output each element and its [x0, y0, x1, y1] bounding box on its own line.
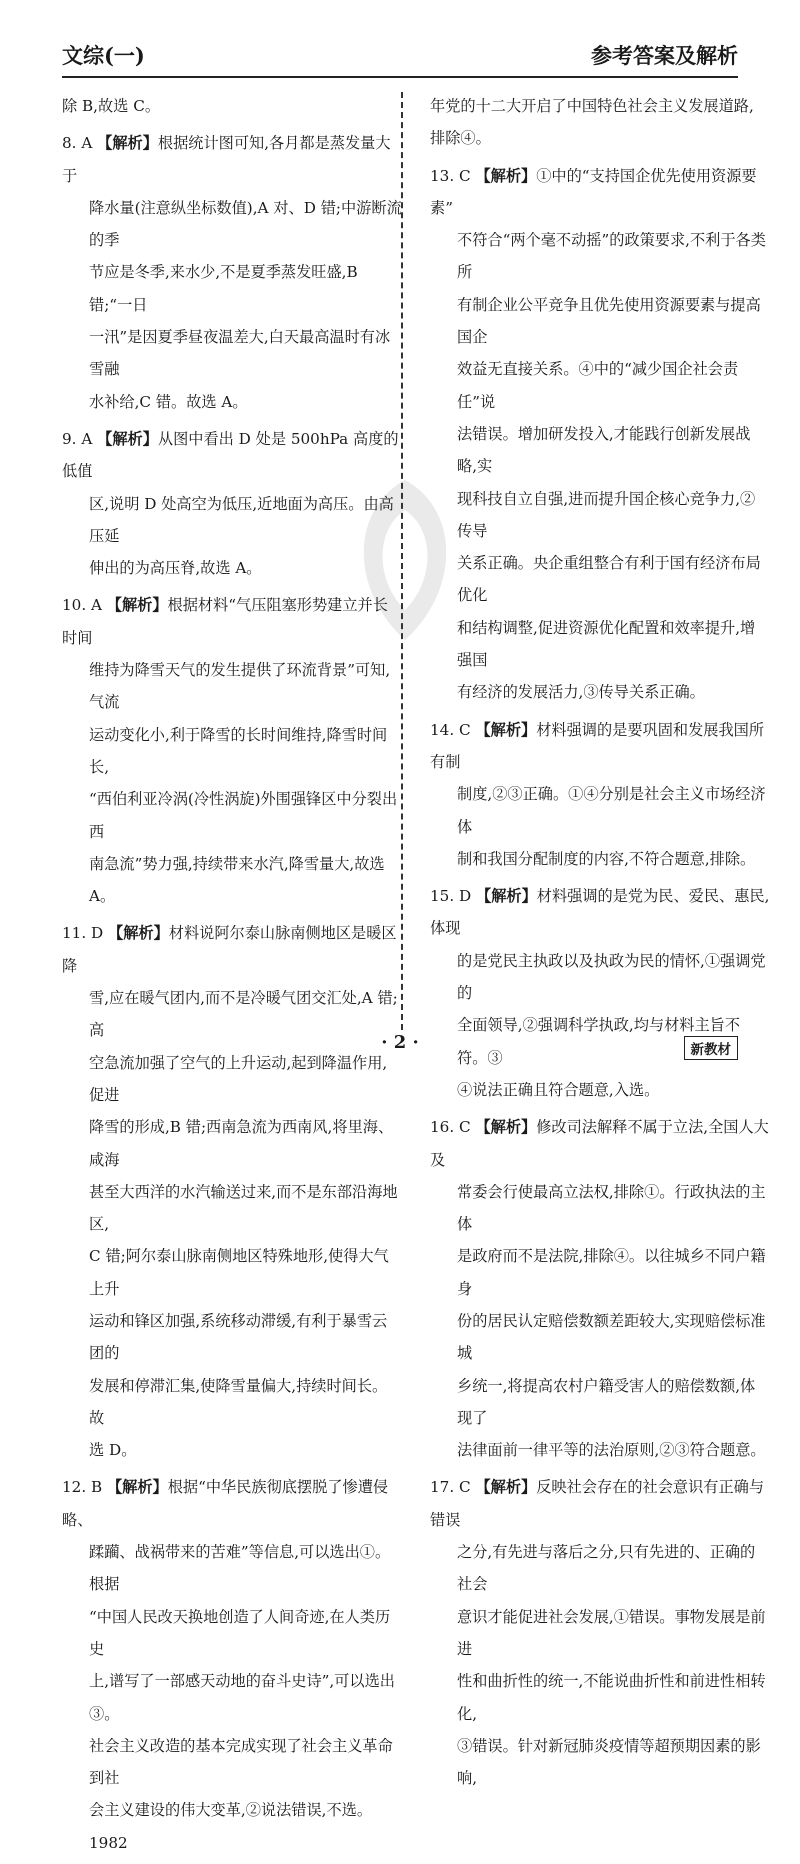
answer-text: 的是党民主执政以及执政为民的情怀,①强调党的 — [457, 951, 766, 1003]
answer-text: 伸出的为高压脊,故选 A。 — [89, 559, 262, 578]
question-number: 9. A — [62, 429, 93, 448]
answer-line — [430, 714, 770, 779]
answer-line — [62, 1434, 402, 1466]
answer-text: 上,谱写了一部感天动地的奋斗史诗”,可以选出③。 — [89, 1672, 395, 1723]
answer-text: 材料强调的是要巩固和发展我国所有制 — [430, 720, 764, 771]
analysis-tag: 【解析】 — [476, 887, 537, 906]
answer-line — [62, 783, 402, 848]
answer-text: 关系正确。央企重组整合有利于国有经济布局优化 — [457, 554, 761, 605]
answer-item-q9 — [62, 423, 402, 584]
answer-item-q12 — [62, 1471, 402, 1859]
answer-text: 运动和锋区加强,系统移动滞缓,有利于暴雪云团的 — [89, 1311, 388, 1363]
answer-line — [62, 386, 402, 418]
answer-line — [430, 418, 770, 483]
answer-text: 会主义建设的伟大变革,②说法错误,不选。1982 — [89, 1801, 373, 1852]
answer-text: 社会主义改造的基本完成实现了社会主义革命到社 — [89, 1736, 393, 1788]
answer-text: 运动变化小,利于降雪的长时间维持,降雪时间长, — [89, 725, 388, 776]
answer-line — [430, 1730, 770, 1795]
answer-column-right — [430, 90, 770, 1799]
answer-text: 发展和停滞汇集,使降雪量偏大,持续时间长。故 — [89, 1376, 388, 1427]
answer-line — [62, 256, 402, 321]
answer-line — [430, 1665, 770, 1730]
answer-line — [62, 321, 402, 386]
question-number: 8. A — [62, 134, 93, 153]
answer-line — [430, 1601, 770, 1666]
answer-item-cont12 — [430, 90, 770, 155]
analysis-tag: 【解析】 — [475, 1478, 537, 1497]
answer-text: 排除④。 — [430, 129, 491, 148]
answer-text: 之分,有先进与落后之分,只有先进的、正确的社会 — [457, 1543, 756, 1594]
answer-text: “中国人民改天换地创造了人间奇迹,在人类历史 — [89, 1607, 391, 1658]
answer-line — [430, 1536, 770, 1601]
answer-item-q13 — [430, 160, 770, 709]
answer-text: 甚至大西洋的水汽输送过来,而不是东部沿海地区, — [89, 1182, 398, 1234]
answer-text: 份的居民认定赔偿数额差距较大,实现赔偿标准城 — [457, 1311, 766, 1363]
answer-line — [62, 1305, 402, 1370]
answer-text: 修改司法解释不属于立法,全国人大及 — [430, 1118, 769, 1169]
answer-line — [430, 1434, 770, 1466]
answer-text: 从图中看出 D 处是 500hPa 高度的低值 — [62, 429, 399, 481]
answer-text: 制和我国分配制度的内容,不符合题意,排除。 — [457, 849, 756, 868]
analysis-tag: 【解析】 — [97, 134, 158, 153]
page-header — [62, 40, 738, 78]
answer-text: 材料说阿尔泰山脉南侧地区是暖区降 — [62, 924, 397, 975]
analysis-tag: 【解析】 — [108, 924, 169, 943]
answer-text: “西伯利亚冷涡(冷性涡旋)外围强锋区中分裂出西 — [89, 790, 398, 841]
answer-line — [62, 192, 402, 257]
answer-line — [62, 1665, 402, 1730]
answer-text: 年党的十二大开启了中国特色社会主义发展道路, — [430, 97, 754, 115]
answer-item-q17 — [430, 1471, 770, 1794]
answer-text: 和结构调整,促进资源优化配置和效率提升,增强国 — [457, 618, 756, 670]
answer-text: 维持为降雪天气的发生提供了环流背景”可知,气流 — [89, 661, 391, 712]
answer-line — [62, 1601, 402, 1666]
answer-text: 不符合“两个毫不动摇”的政策要求,不利于各类所 — [457, 231, 766, 282]
answer-line — [62, 1794, 402, 1859]
answer-line — [62, 488, 402, 553]
answer-line — [430, 676, 770, 708]
analysis-tag: 【解析】 — [97, 429, 158, 448]
answer-line — [430, 1305, 770, 1370]
answer-line — [62, 127, 402, 192]
answer-text: 有经济的发展活力,③传导关系正确。 — [457, 683, 705, 702]
analysis-tag: 【解析】 — [106, 596, 168, 615]
answer-line — [62, 1111, 402, 1176]
answer-text: 一汛”是因夏季昼夜温差大,白天最高温时有冰雪融 — [89, 328, 391, 379]
answer-line — [62, 1370, 402, 1435]
answer-line — [430, 353, 770, 418]
answer-line — [430, 778, 770, 843]
answer-item-q15 — [430, 880, 770, 1106]
answer-text: 节应是冬季,来水少,不是夏季蒸发旺盛,B 错;“一日 — [89, 263, 358, 314]
answer-item-q11 — [62, 917, 402, 1466]
answer-item-q10 — [62, 589, 402, 912]
answer-text: 性和曲折性的统一,不能说曲折性和前进性相转化, — [457, 1672, 766, 1723]
analysis-tag: 【解析】 — [475, 720, 537, 739]
answer-text: 区,说明 D 处高空为低压,近地面为高压。由高压延 — [89, 494, 394, 545]
answer-line — [430, 1111, 770, 1176]
answer-item-q14 — [430, 714, 770, 875]
question-number: 16. C — [430, 1118, 471, 1137]
answer-text: ①中的“支持国企优先使用资源要素” — [430, 166, 757, 217]
question-number: 12. B — [62, 1478, 103, 1497]
question-number: 11. D — [62, 924, 104, 943]
answer-text: 根据统计图可知,各月都是蒸发量大于 — [62, 134, 391, 185]
answer-text: 水补给,C 错。故选 A。 — [89, 392, 248, 411]
answer-line — [430, 160, 770, 225]
analysis-tag: 【解析】 — [475, 166, 537, 185]
answer-item-cont — [62, 90, 402, 122]
answer-line — [430, 843, 770, 875]
page-number: · 2 · — [381, 1032, 419, 1053]
answer-text: ④说法正确且符合题意,入选。 — [457, 1080, 660, 1099]
answer-text: 是政府而不是法院,排除④。以往城乡不同户籍身 — [457, 1247, 766, 1298]
header-title: 参考答案及解析 — [591, 43, 738, 68]
answer-text: 选 D。 — [89, 1441, 137, 1460]
question-number: 15. D — [430, 887, 472, 906]
answer-text: ③错误。针对新冠肺炎疫情等超预期因素的影响, — [457, 1736, 761, 1788]
analysis-tag: 【解析】 — [106, 1478, 168, 1497]
column-divider — [401, 92, 403, 1030]
answer-line — [430, 945, 770, 1010]
analysis-tag: 【解析】 — [475, 1118, 537, 1137]
answer-line — [430, 289, 770, 354]
answer-line — [62, 848, 402, 913]
answer-text: 意识才能促进社会发展,①错误。事物发展是前进 — [457, 1607, 766, 1658]
answer-line — [62, 1176, 402, 1241]
answer-line — [430, 547, 770, 612]
answer-line — [430, 224, 770, 289]
answer-text: 反映社会存在的社会意识有正确与错误 — [430, 1478, 764, 1529]
answer-line — [430, 1370, 770, 1435]
answer-line — [62, 917, 402, 982]
answer-text: 根据材料“气压阻塞形势建立并长时间 — [62, 596, 388, 647]
answer-line — [62, 1536, 402, 1601]
answer-line — [430, 483, 770, 548]
answer-text: 根据“中华民族彻底摆脱了惨遭侵略、 — [62, 1478, 389, 1529]
answer-line — [62, 1240, 402, 1305]
answer-text: 除 B,故选 C。 — [62, 97, 161, 115]
question-number: 17. C — [430, 1478, 471, 1497]
answer-item-q8 — [62, 127, 402, 418]
answer-line — [430, 90, 770, 122]
answer-text: 材料强调的是党为民、爱民、惠民,体现 — [430, 887, 770, 938]
question-number: 10. A — [62, 596, 102, 615]
answer-text: 南急流”势力强,持续带来水汽,降雪量大,故选 A。 — [89, 854, 385, 906]
answer-line — [62, 1471, 402, 1536]
answer-text: C 错;阿尔泰山脉南侧地区特殊地形,使得大气上升 — [89, 1247, 389, 1298]
answer-line — [62, 1730, 402, 1795]
answer-text: 法错误。增加研发投入,才能践行创新发展战略,实 — [457, 424, 751, 476]
answer-column-left — [62, 90, 402, 1864]
answer-line — [430, 1471, 770, 1536]
answer-line — [430, 1074, 770, 1106]
answer-text: 雪,应在暖气团内,而不是冷暖气团交汇处,A 错;高 — [89, 989, 398, 1040]
answer-text: 空急流加强了空气的上升运动,起到降温作用,促进 — [89, 1053, 388, 1104]
answer-text: 全面领导,②强调科学执政,均与材料主旨不符。③ — [457, 1016, 741, 1067]
header-subject: 文综(一) — [62, 43, 145, 68]
answer-text: 法律面前一律平等的法治原则,②③符合题意。 — [457, 1441, 766, 1460]
answer-line — [430, 1240, 770, 1305]
answer-text: 效益无直接关系。④中的“减少国企社会责任”说 — [457, 360, 739, 411]
answer-line — [430, 122, 770, 154]
answer-text: 制度,②③正确。①④分别是社会主义市场经济体 — [457, 785, 766, 836]
answer-line — [62, 654, 402, 719]
answer-line — [62, 423, 402, 488]
question-number: 14. C — [430, 720, 471, 739]
answer-line — [62, 719, 402, 784]
answer-text: 降雪的形成,B 错;西南急流为西南风,将里海、咸海 — [89, 1118, 394, 1169]
edition-badge: 新教材 — [684, 1036, 739, 1060]
answer-line — [430, 880, 770, 945]
answer-text: 现科技自立自强,进而提升国企核心竞争力,②传导 — [457, 489, 756, 540]
answer-line — [430, 612, 770, 677]
answer-line — [430, 1176, 770, 1241]
answer-text: 蹂躏、战祸带来的苦难”等信息,可以选出①。根据 — [89, 1543, 391, 1594]
answer-line — [62, 552, 402, 584]
answer-line — [62, 589, 402, 654]
answer-text: 有制企业公平竞争且优先使用资源要素与提高国企 — [457, 295, 761, 347]
answer-text: 常委会行使最高立法权,排除①。行政执法的主体 — [457, 1182, 766, 1234]
answer-line — [62, 90, 402, 122]
answer-text: 降水量(注意纵坐标数值),A 对、D 错;中游断流的季 — [89, 198, 402, 250]
answer-text: 乡统一,将提高农村户籍受害人的赔偿数额,体现了 — [457, 1376, 756, 1427]
question-number: 13. C — [430, 166, 471, 185]
answer-line — [62, 1047, 402, 1112]
answer-item-q16 — [430, 1111, 770, 1466]
